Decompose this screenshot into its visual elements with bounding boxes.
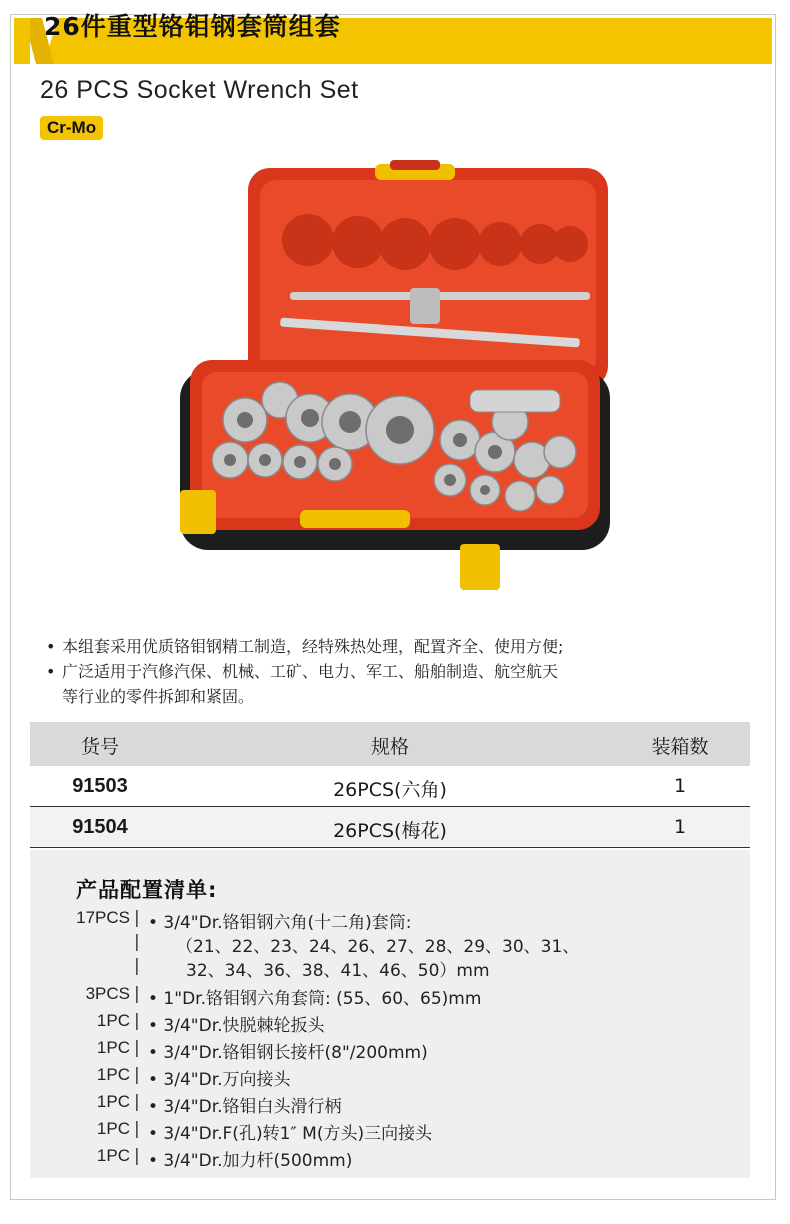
col-header-spec: 规格 (370, 736, 409, 758)
config-desc: • 3/4"Dr.铬钼钢六角(十二角)套筒: (148, 913, 412, 933)
col-header-code: 货号 (80, 736, 119, 758)
cell-spec: 26PCS(六角) (333, 779, 447, 801)
desc-bullet-1: 本组套采用优质铬钼钢精工制造，经特殊热处理，配置齐全、使用方便; (62, 637, 564, 656)
config-qty: 17PCS (76, 908, 130, 927)
page-subtitle: 26 PCS Socket Wrench Set (40, 76, 359, 104)
config-separator: | (134, 956, 140, 976)
config-desc: • 3/4"Dr.铬钼白头滑行柄 (148, 1097, 342, 1117)
config-desc: • 3/4"Dr.F(孔)转1″ M(方头)三向接头 (148, 1124, 433, 1144)
cell-code: 91504 (72, 816, 128, 838)
page-title: 26件重型铬钼钢套筒组套 (44, 12, 341, 41)
desc-bullet-2-line-2: 等行业的零件拆卸和紧固。 (62, 687, 255, 706)
material-badge: Cr-Mo (40, 116, 103, 140)
config-separator: | (134, 908, 140, 928)
config-separator: | (134, 984, 140, 1004)
config-separator: | (134, 932, 140, 952)
table-row (30, 807, 750, 848)
config-desc-cont: （21、22、23、24、26、27、28、29、30、31、 (176, 937, 580, 957)
table-row (30, 766, 750, 807)
config-desc-cont: 32、34、36、38、41、46、50）mm (186, 961, 490, 981)
config-separator: | (134, 1146, 140, 1166)
cell-code: 91503 (72, 775, 128, 797)
config-separator: | (134, 1038, 140, 1058)
config-desc: • 1"Dr.铬钼钢六角套筒: (55、60、65)mm (148, 989, 482, 1009)
desc-bullet-2-line-1: 广泛适用于汽修汽保、机械、工矿、电力、军工、船舶制造、航空航天 (62, 662, 559, 681)
config-title: 产品配置清单: (76, 878, 218, 902)
config-desc: • 3/4"Dr.快脱棘轮扳头 (148, 1016, 325, 1036)
product-photo (160, 160, 630, 610)
cell-qty: 1 (673, 816, 687, 838)
cell-spec: 26PCS(梅花) (333, 820, 447, 842)
config-qty: 1PC (96, 1038, 130, 1057)
config-separator: | (134, 1092, 140, 1112)
config-desc: • 3/4"Dr.加力杆(500mm) (148, 1151, 353, 1171)
config-desc: • 3/4"Dr.铬钼钢长接杆(8"/200mm) (148, 1043, 428, 1063)
config-qty: 1PC (96, 1119, 130, 1138)
config-qty: 1PC (96, 1146, 130, 1165)
config-qty: 1PC (96, 1092, 130, 1111)
config-qty: 1PC (96, 1011, 130, 1030)
col-header-qty: 装箱数 (651, 736, 709, 758)
table-header (30, 722, 750, 766)
config-separator: | (134, 1119, 140, 1139)
config-desc: • 3/4"Dr.万向接头 (148, 1070, 291, 1090)
config-qty: 3PCS (85, 984, 130, 1003)
cell-qty: 1 (673, 775, 687, 797)
config-separator: | (134, 1011, 140, 1031)
description: • 本组套采用优质铬钼钢精工制造，经特殊热处理，配置齐全、使用方便; • 广泛适用于汽修汽保、机械、工矿、电力、军工、船舶制造、航空航天 等行业的零件拆卸和紧固。 (46, 634, 563, 709)
config-qty: 1PC (96, 1065, 130, 1084)
config-list (30, 850, 750, 1178)
spec-table (30, 722, 750, 848)
config-separator: | (134, 1065, 140, 1085)
